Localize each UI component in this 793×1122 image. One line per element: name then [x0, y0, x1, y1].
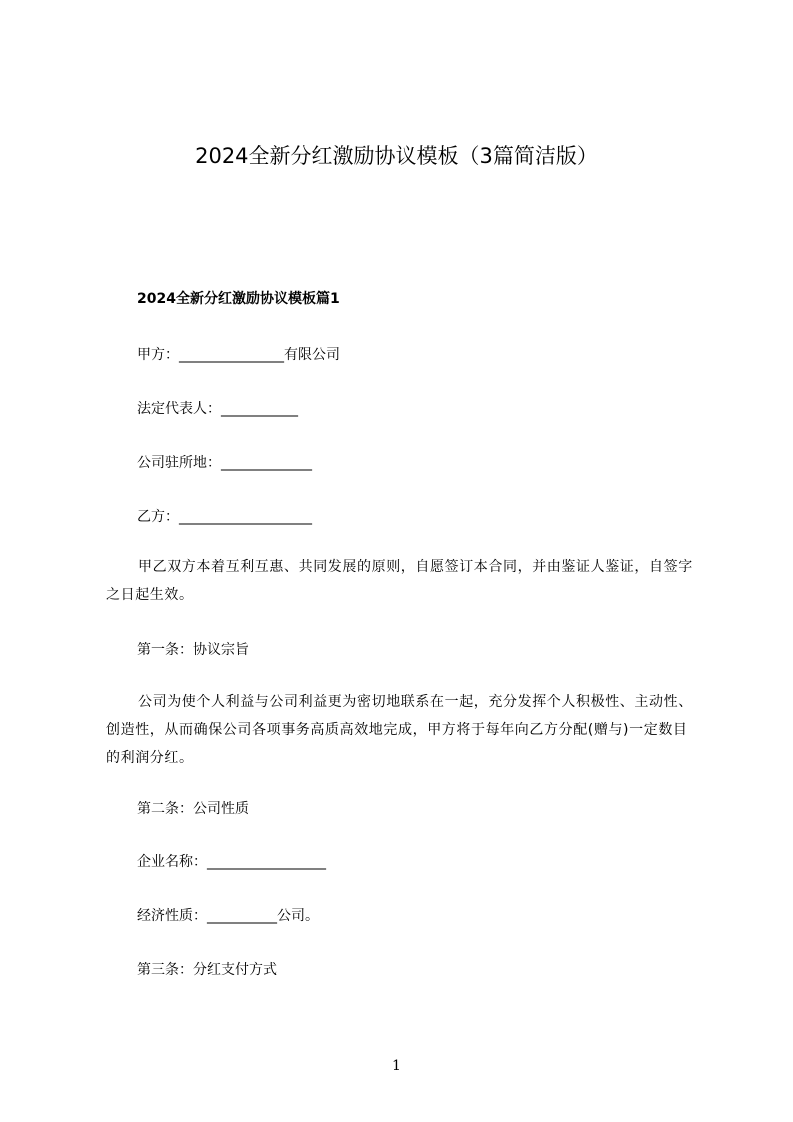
article-2-title: 第二条：公司性质 [137, 801, 249, 817]
article-3-title: 第三条：分红支付方式 [137, 962, 277, 978]
article-1-paragraph: 公司为使个人利益与公司利益更为密切地联系在一起，充分发挥个人积极性、主动性、创造性，从而确保公司各项事务高质高效地完成，甲方将于每年向乙方分配(赠与)一定数目的利润分红。 [106, 694, 693, 766]
company-name-line: 企业名称：_________________ [137, 854, 326, 870]
page-number: 1 [392, 1058, 401, 1074]
document-title: 2024全新分红激励协议模板（3篇简洁版） [195, 144, 598, 168]
section-heading: 2024全新分红激励协议模板篇1 [137, 291, 340, 307]
preamble-paragraph: 甲乙双方本着互利互惠、共同发展的原则，自愿签订本合同，并由鉴证人鉴证，自签字之日起生效。 [106, 559, 693, 603]
company-address-line: 公司驻所地：_____________ [137, 455, 312, 471]
article-1-title: 第一条：协议宗旨 [137, 642, 249, 658]
party-b-line: 乙方：___________________ [137, 509, 312, 525]
party-a-line: 甲方：_______________有限公司 [137, 347, 340, 363]
legal-representative-line: 法定代表人：___________ [137, 401, 298, 417]
economic-nature-line: 经济性质：__________公司。 [137, 908, 319, 924]
